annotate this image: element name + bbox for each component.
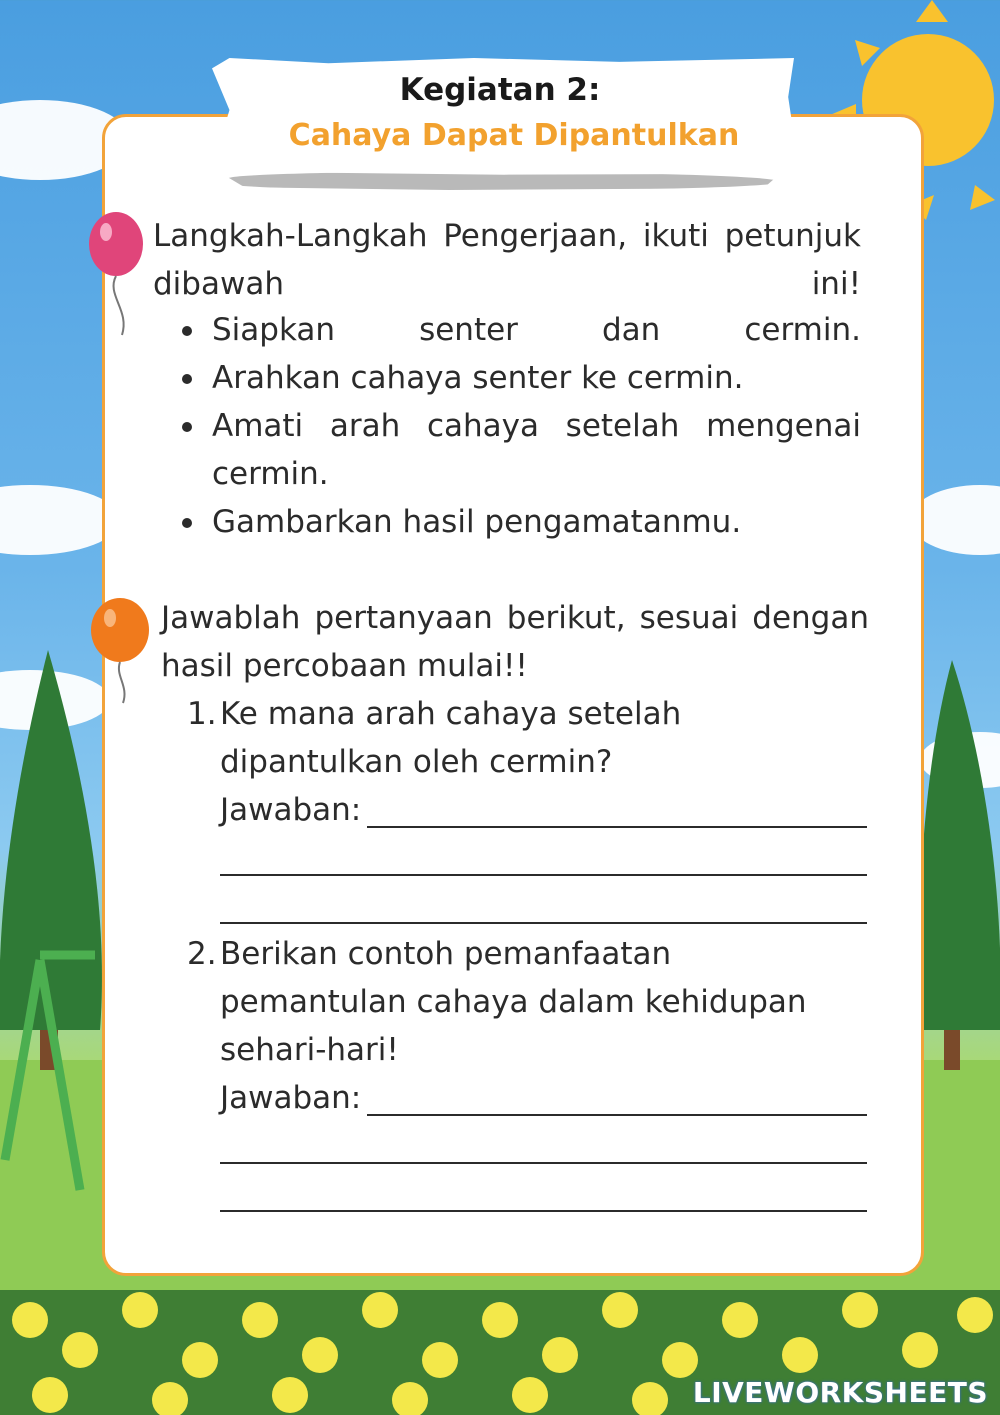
orange-balloon-icon bbox=[89, 598, 151, 708]
question-number: 2. bbox=[187, 936, 217, 972]
answer-1-line-2[interactable] bbox=[220, 844, 867, 876]
answer-label: Jawaban: bbox=[220, 792, 362, 828]
list-item: Gambarkan hasil pengamatanmu. bbox=[180, 498, 861, 546]
page-subtitle: Cahaya Dapat Dipantulkan bbox=[288, 118, 740, 153]
pink-balloon-icon bbox=[86, 210, 146, 340]
answer-1-line-1[interactable] bbox=[367, 796, 867, 828]
question-1 bbox=[187, 690, 867, 930]
list-item: Arahkan cahaya senter ke cermin. bbox=[180, 354, 861, 402]
liveworksheets-logo[interactable]: LIVEWORKSHEETS bbox=[692, 1376, 988, 1409]
right-tree-icon bbox=[919, 660, 1000, 1070]
page-title: Kegiatan 2: bbox=[399, 72, 601, 108]
answer-2-line-1[interactable] bbox=[367, 1084, 867, 1116]
answer-2-line-3[interactable] bbox=[220, 1180, 867, 1212]
question-number: 1. bbox=[187, 696, 217, 732]
question-2 bbox=[187, 930, 867, 1218]
answer-2-line-2[interactable] bbox=[220, 1132, 867, 1164]
list-item: Siapkan senter dan cermin. bbox=[180, 306, 861, 354]
answer-1-line-3[interactable] bbox=[220, 892, 867, 924]
question-text: Berikan contoh pemanfaatan pemantulan cahaya dalam kehidupan sehari-hari! bbox=[220, 936, 807, 1068]
list-item: Amati arah cahaya setelah mengenai cermin. bbox=[180, 402, 861, 498]
question-text: Ke mana arah cahaya setelah dipantulkan oleh cermin? bbox=[220, 696, 682, 780]
answer-label: Jawaban: bbox=[220, 1080, 362, 1116]
steps-intro: Langkah-Langkah Pengerjaan, ikuti petunjuk dibawah ini! bbox=[153, 218, 861, 302]
steps-list bbox=[180, 306, 861, 546]
questions-intro: Jawablah pertanyaan berikut, sesuai dengan hasil percobaan mulai!! bbox=[161, 600, 869, 684]
